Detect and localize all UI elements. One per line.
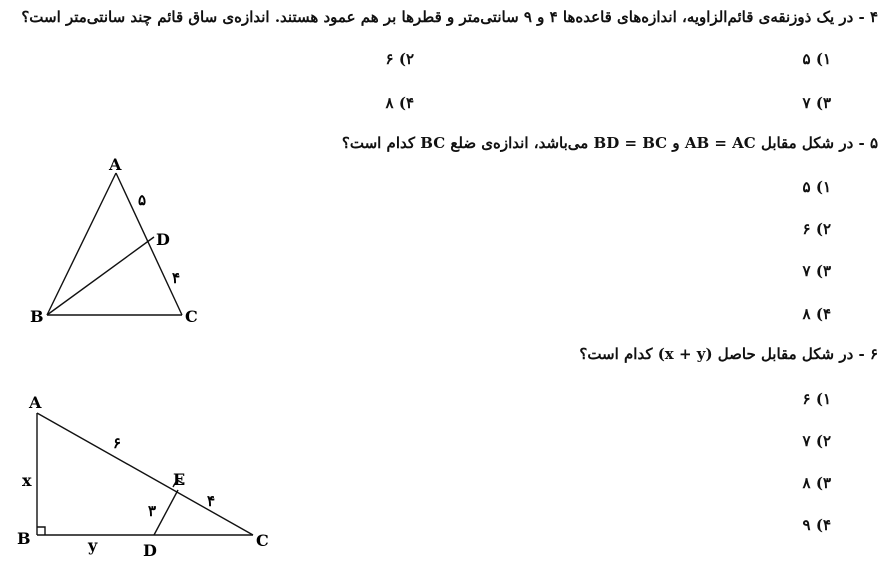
- q5-label-C: C: [185, 307, 198, 326]
- q5-label-B: B: [30, 307, 44, 326]
- q6-label-AE: ۶: [113, 434, 122, 452]
- q6-label-E: E: [173, 470, 186, 489]
- q5-label-AD: ۵: [138, 191, 147, 209]
- q4-option-3[interactable]: ۳) ۷: [802, 94, 831, 112]
- question-5-text: ۵ - در شکل مقابل AB = AC و BD = BC می‌باشد، اندازه‌ی ضلع BC کدام است؟: [341, 134, 878, 152]
- q4-option-4[interactable]: ۴) ۸: [385, 94, 414, 112]
- q4-option-2[interactable]: ۲) ۶: [385, 50, 414, 68]
- question-4-text: ۴ - در یک ذوزنقه‌ی قائم‌الزاویه، اندازه‌های قاعده‌ها ۴ و ۹ سانتی‌متر و قطرها بر هم عمود هستند. اندازه‌ی ساق قائم چند سانتی‌متر است؟: [21, 8, 878, 26]
- q6-triangle-figure: [10, 388, 300, 568]
- q6-option-2[interactable]: ۲) ۷: [802, 432, 831, 450]
- q5-option-2[interactable]: ۲) ۶: [802, 220, 831, 238]
- q6-option-3[interactable]: ۳) ۸: [802, 474, 831, 492]
- q5-option-1[interactable]: ۱) ۵: [802, 178, 831, 196]
- q5-label-A: A: [109, 155, 122, 174]
- q6-label-A: A: [29, 393, 42, 412]
- q5-option-4[interactable]: ۴) ۸: [802, 305, 831, 323]
- q6-label-ED: ۳: [148, 502, 157, 520]
- q5-label-D: D: [156, 230, 170, 249]
- q6-label-B: B: [17, 529, 31, 548]
- q6-option-1[interactable]: ۱) ۶: [802, 390, 831, 408]
- q6-label-y: y: [88, 536, 98, 555]
- q5-triangle-figure: [20, 150, 250, 330]
- q5-label-DC: ۴: [172, 269, 181, 287]
- q6-label-x: x: [22, 471, 32, 490]
- q6-label-EC: ۴: [207, 492, 216, 510]
- q4-option-1[interactable]: ۱) ۵: [802, 50, 831, 68]
- question-6-text: ۶ - در شکل مقابل حاصل (x + y) کدام است؟: [579, 345, 878, 363]
- q6-option-4[interactable]: ۴) ۹: [802, 516, 831, 534]
- q6-label-D: D: [143, 541, 157, 560]
- q5-option-3[interactable]: ۳) ۷: [802, 262, 831, 280]
- q6-label-C: C: [256, 531, 269, 550]
